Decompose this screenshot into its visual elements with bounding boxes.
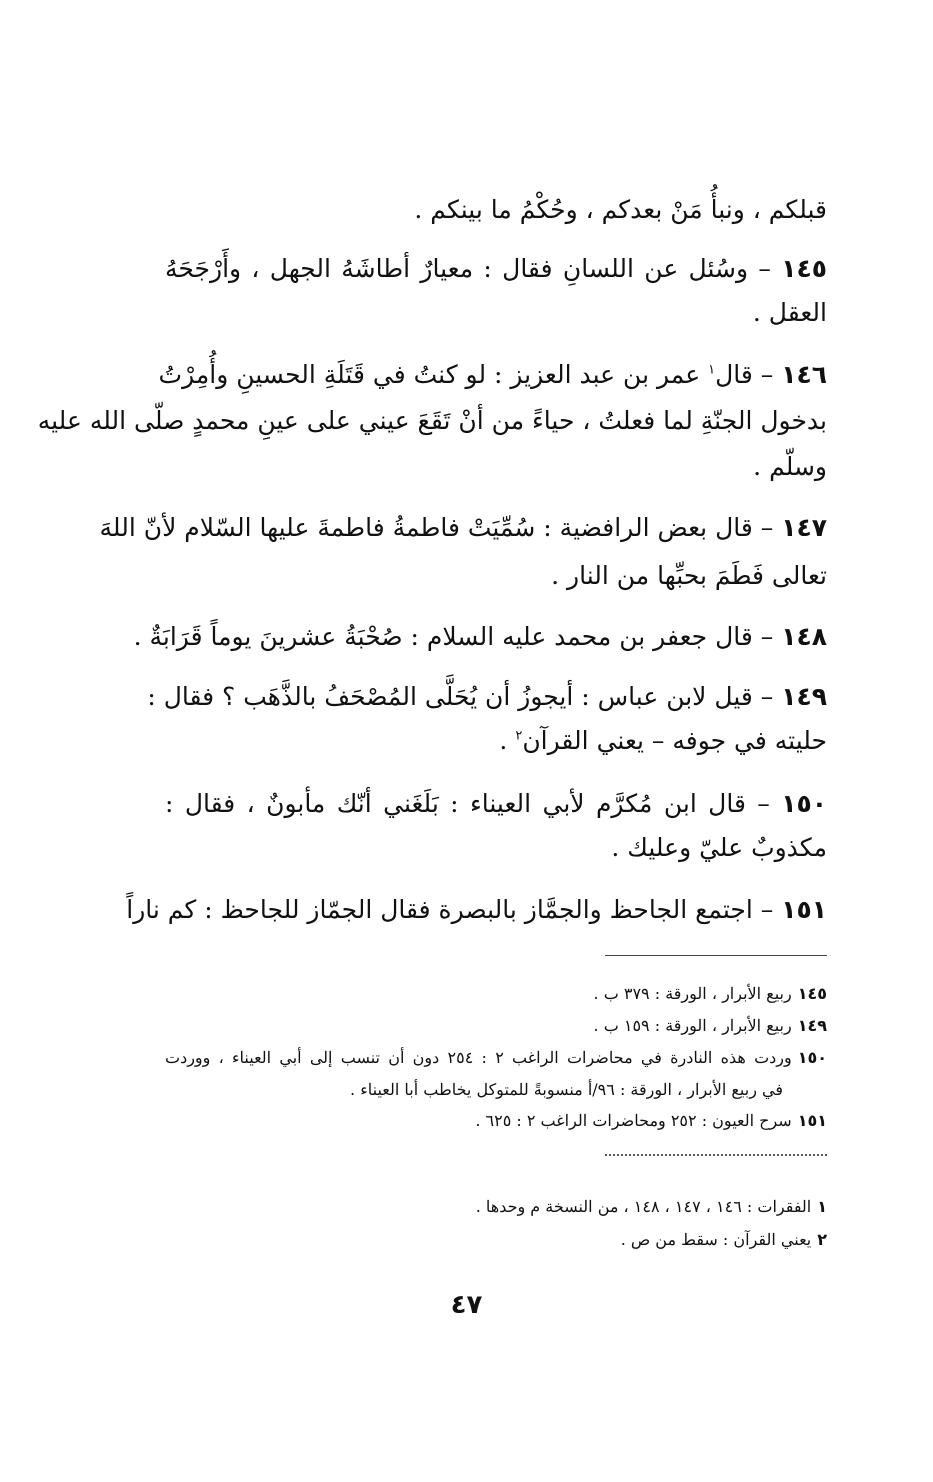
footnote-marker: ٢ [515,728,523,744]
note-text: وردت هذه النادرة في محاضرات الراغب ٢ : ٢٥٤ دون أن تنسب إلى أبي العيناء ، ووردت [165,1048,792,1067]
paragraph-text: حليته في جوفه – يعني القرآن [522,726,827,755]
text-line: بدخول الجنّةِ لما فعلتُ ، حياءً من أنْ تَقَعَ عيني على عينِ محمدٍ صلّى الله عليه [37,406,827,435]
notes-separator [605,955,827,956]
note-text: ربيع الأبرار ، الورقة : ١٥٩ ب . [593,1016,792,1035]
source-note-149 [165,1012,827,1040]
note-number: ١٥٠ [797,1048,828,1067]
footnote-marker: ١ [708,362,716,378]
footnote-2 [165,1226,827,1254]
text-line: العقل . [752,298,827,327]
paragraph-text: – اجتمع الجاحظ والجمَّاز بالبصرة فقال الجمّاز للجاحظ : كم ناراً [126,895,774,924]
paragraph-146 [158,355,827,395]
paragraph-147 [99,508,827,548]
paragraph-145 [165,249,827,289]
footnote-text: الفقرات : ١٤٦ ، ١٤٧ ، ١٤٨ ، من النسخة م وحدها . [475,1197,812,1216]
text-line: تعالى فَطَمَ بحبِّها من النار . [551,561,827,590]
paragraph-text: عمر بن عبد العزيز : لو كنتُ في قَتَلَةِ الحسينِ وأُمِرْتُ [158,360,709,389]
paragraph-151 [126,890,827,930]
paragraph-148 [133,617,827,657]
paragraph-number: ١٤٨ [781,622,827,651]
text-line: وسلّم . [753,452,827,481]
paragraph-number: ١٤٩ [781,682,827,711]
main-text [37,0,827,950]
note-text: سرح العيون : ٢٥٢ ومحاضرات الراغب ٢ : ٦٢٥ . [475,1111,792,1130]
paragraph-number: ١٤٥ [781,254,827,283]
footnotes-separator [605,1154,827,1156]
source-note-151 [165,1107,827,1135]
footnote-number: ٢ [817,1230,827,1249]
footnote-number: ١ [817,1197,827,1216]
text-line: مكذوبٌ عليّ وعليك . [611,833,827,862]
paragraph-text: – قال جعفر بن محمد عليه السلام : صُحْبَةُ عشرينَ يوماً قَرَابَةٌ . [133,622,774,651]
paragraph-text: – قال ابن مُكرَّم لأبي العيناء : بَلَغَني أنّك مأبونٌ ، فقال : [165,789,770,818]
note-number: ١٤٩ [797,1016,827,1035]
paragraph-number: ١٥٠ [781,789,827,818]
text-line [499,721,827,761]
paragraph-number: ١٤٦ [781,360,827,389]
paragraph-text: . [499,726,516,755]
paragraph-text: – وسُئل عن اللسانِ فقال : معيارٌ أطاشَهُ الجهل ، وأَرْجَحَهُ [165,254,771,283]
note-number: ١٤٥ [797,984,827,1003]
footnote-text: يعني القرآن : سقط من ص . [620,1230,812,1249]
text-line: قبلكم ، ونبأُ مَنْ بعدكم ، وحُكْمُ ما بينكم . [414,195,827,224]
source-note-145 [165,980,827,1008]
note-number: ١٥١ [797,1111,827,1130]
paragraph-text: – قال بعض الرافضية : سُمِّيَتْ فاطمةُ فاطمةَ عليها السّلام لأنّ اللهَ [99,513,774,542]
paragraph-number: ١٤٧ [781,513,827,542]
page-number: ٤٧ [450,1290,483,1320]
paragraph-149 [147,677,827,717]
paragraph-150 [165,784,827,824]
paragraph-text: – قال [715,360,774,389]
note-text: ربيع الأبرار ، الورقة : ٣٧٩ ب . [593,984,792,1003]
source-note-150 [165,1044,827,1072]
paragraph-number: ١٥١ [781,895,827,924]
footnote-1 [165,1193,827,1221]
source-note-150-cont: في ربيع الأبرار ، الورقة : ٩٦/أ منسوبةً للمتوكل يخاطب أبا العيناء . [350,1080,783,1099]
paragraph-text: – قيل لابن عباس : أيجوزُ أن يُحَلَّى المُصْحَفُ بالذَّهَب ؟ فقال : [147,682,774,711]
